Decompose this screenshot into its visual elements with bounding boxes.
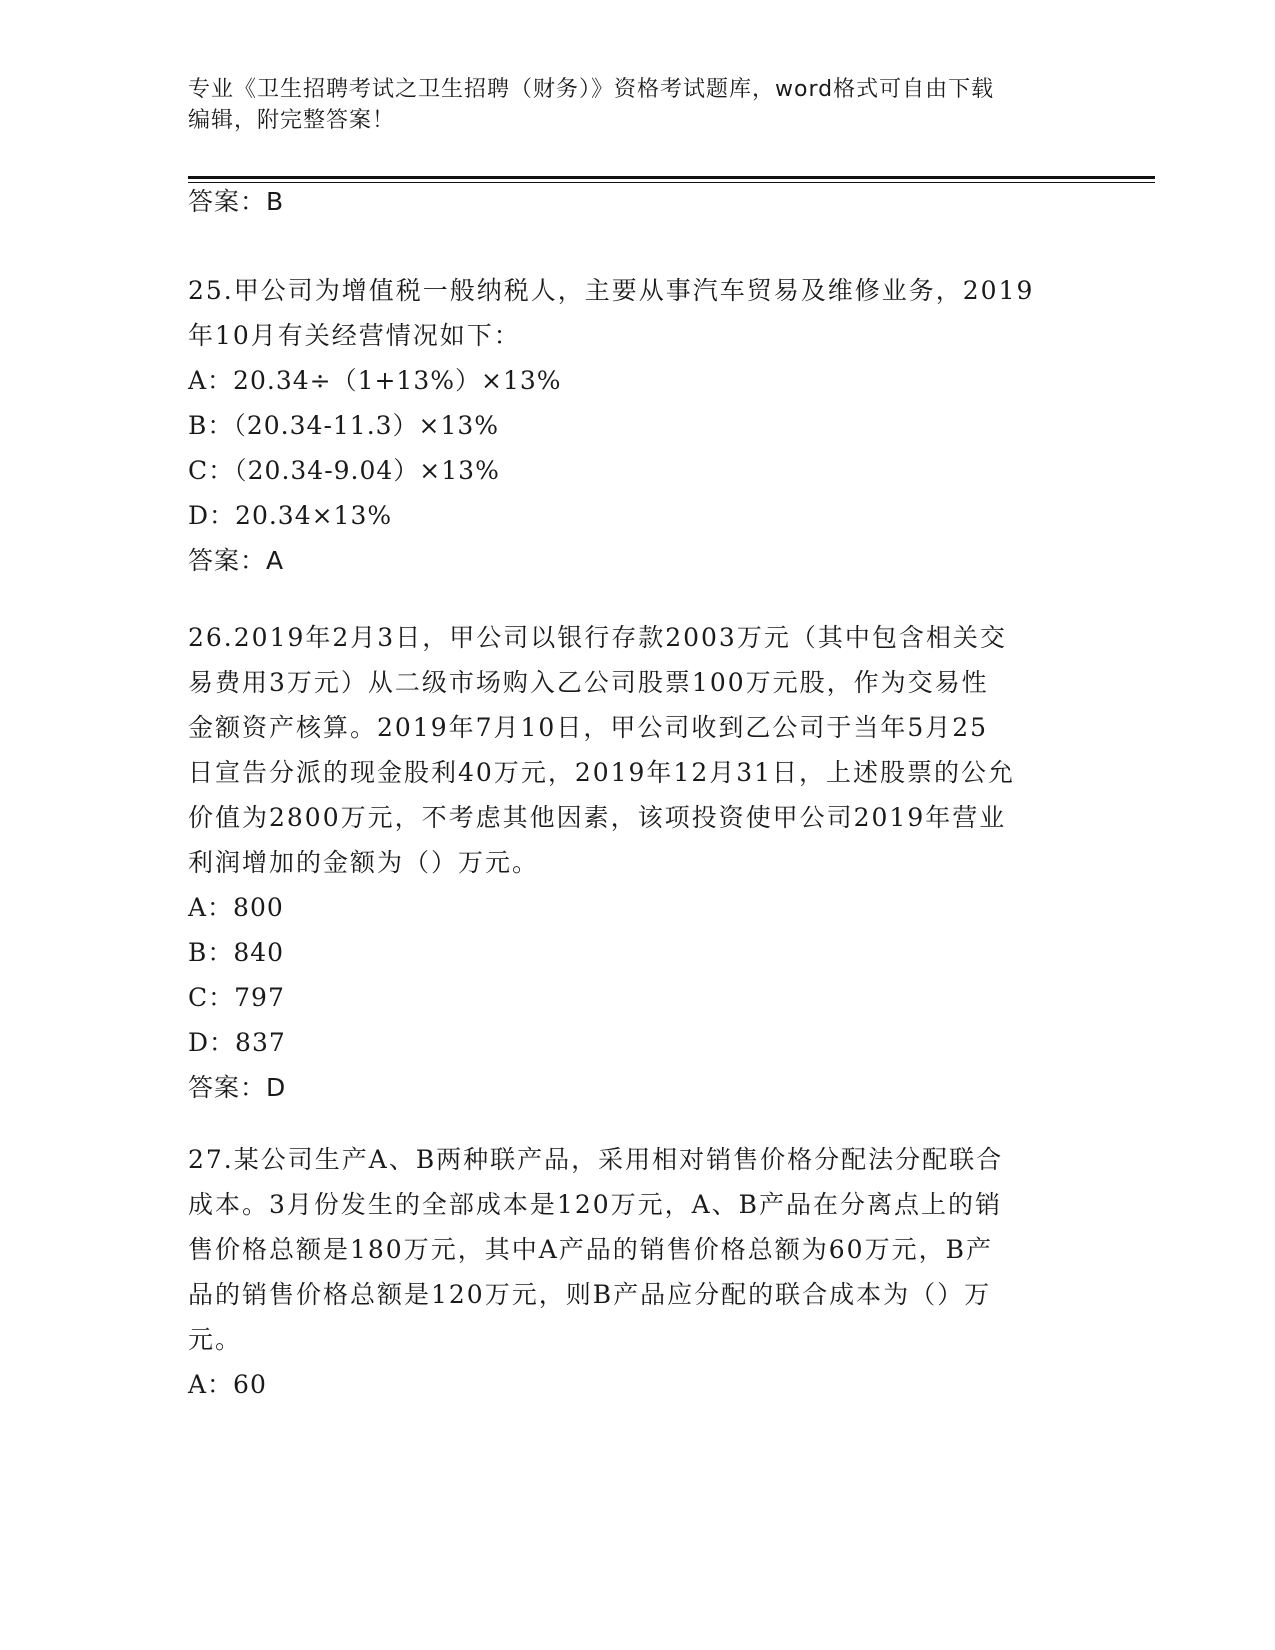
question-line: 金额资产核算。2019年7月10日，甲公司收到乙公司于当年5月25 (188, 713, 989, 742)
question-line: 元。 (188, 1325, 243, 1354)
question-line: 日宣告分派的现金股利40万元，2019年12月31日，上述股票的公允 (188, 758, 1016, 787)
option-b: B：（20.34-11.3）×13% (188, 411, 500, 440)
answer-label: 答案：D (188, 1073, 287, 1102)
question-text (188, 268, 1088, 358)
question-line: 27.某公司生产A、B两种联产品，采用相对销售价格分配法分配联合 (188, 1145, 1004, 1174)
previous-answer: 答案：B (188, 187, 285, 216)
question-line: 售价格总额是180万元，其中A产品的销售价格总额为60万元，B产 (188, 1235, 993, 1264)
option-a: A：60 (188, 1370, 267, 1399)
option-a: A：800 (188, 893, 284, 922)
question-line: 25.甲公司为增值税一般纳税人，主要从事汽车贸易及维修业务，2019 (188, 276, 1035, 305)
question-line: 品的销售价格总额是120万元，则B产品应分配的联合成本为（）万 (188, 1280, 992, 1309)
question-line: 成本。3月份发生的全部成本是120万元，A、B产品在分离点上的销 (188, 1190, 1003, 1219)
document-header (188, 74, 1088, 136)
question-line: 利润增加的金额为（）万元。 (188, 848, 540, 877)
option-a: A：20.34÷（1+13%）×13% (188, 366, 562, 395)
option-b: B：840 (188, 938, 285, 967)
option-c: C：（20.34-9.04）×13% (188, 456, 500, 485)
answer-label: 答案：A (188, 546, 285, 575)
question-text (188, 615, 1088, 885)
question-line: 易费用3万元）从二级市场购入乙公司股票100万元股，作为交易性 (188, 668, 989, 697)
option-d: D：837 (188, 1028, 286, 1057)
option-c: C：797 (188, 983, 285, 1012)
question-27 (188, 1137, 1088, 1407)
question-line: 价值为2800万元，不考虑其他因素，该项投资使甲公司2019年营业 (188, 803, 1007, 832)
header-line-1: 专业《卫生招聘考试之卫生招聘（财务）》资格考试题库，word格式可自由下载 (188, 77, 995, 102)
option-d: D：20.34×13% (188, 501, 393, 530)
header-line-2: 编辑，附完整答案！ (188, 108, 396, 133)
question-text (188, 1137, 1088, 1362)
question-25 (188, 268, 1088, 583)
question-line: 年10月有关经营情况如下： (188, 321, 521, 350)
question-line: 26.2019年2月3日，甲公司以银行存款2003万元（其中包含相关交 (188, 623, 1007, 652)
question-26 (188, 615, 1088, 1110)
